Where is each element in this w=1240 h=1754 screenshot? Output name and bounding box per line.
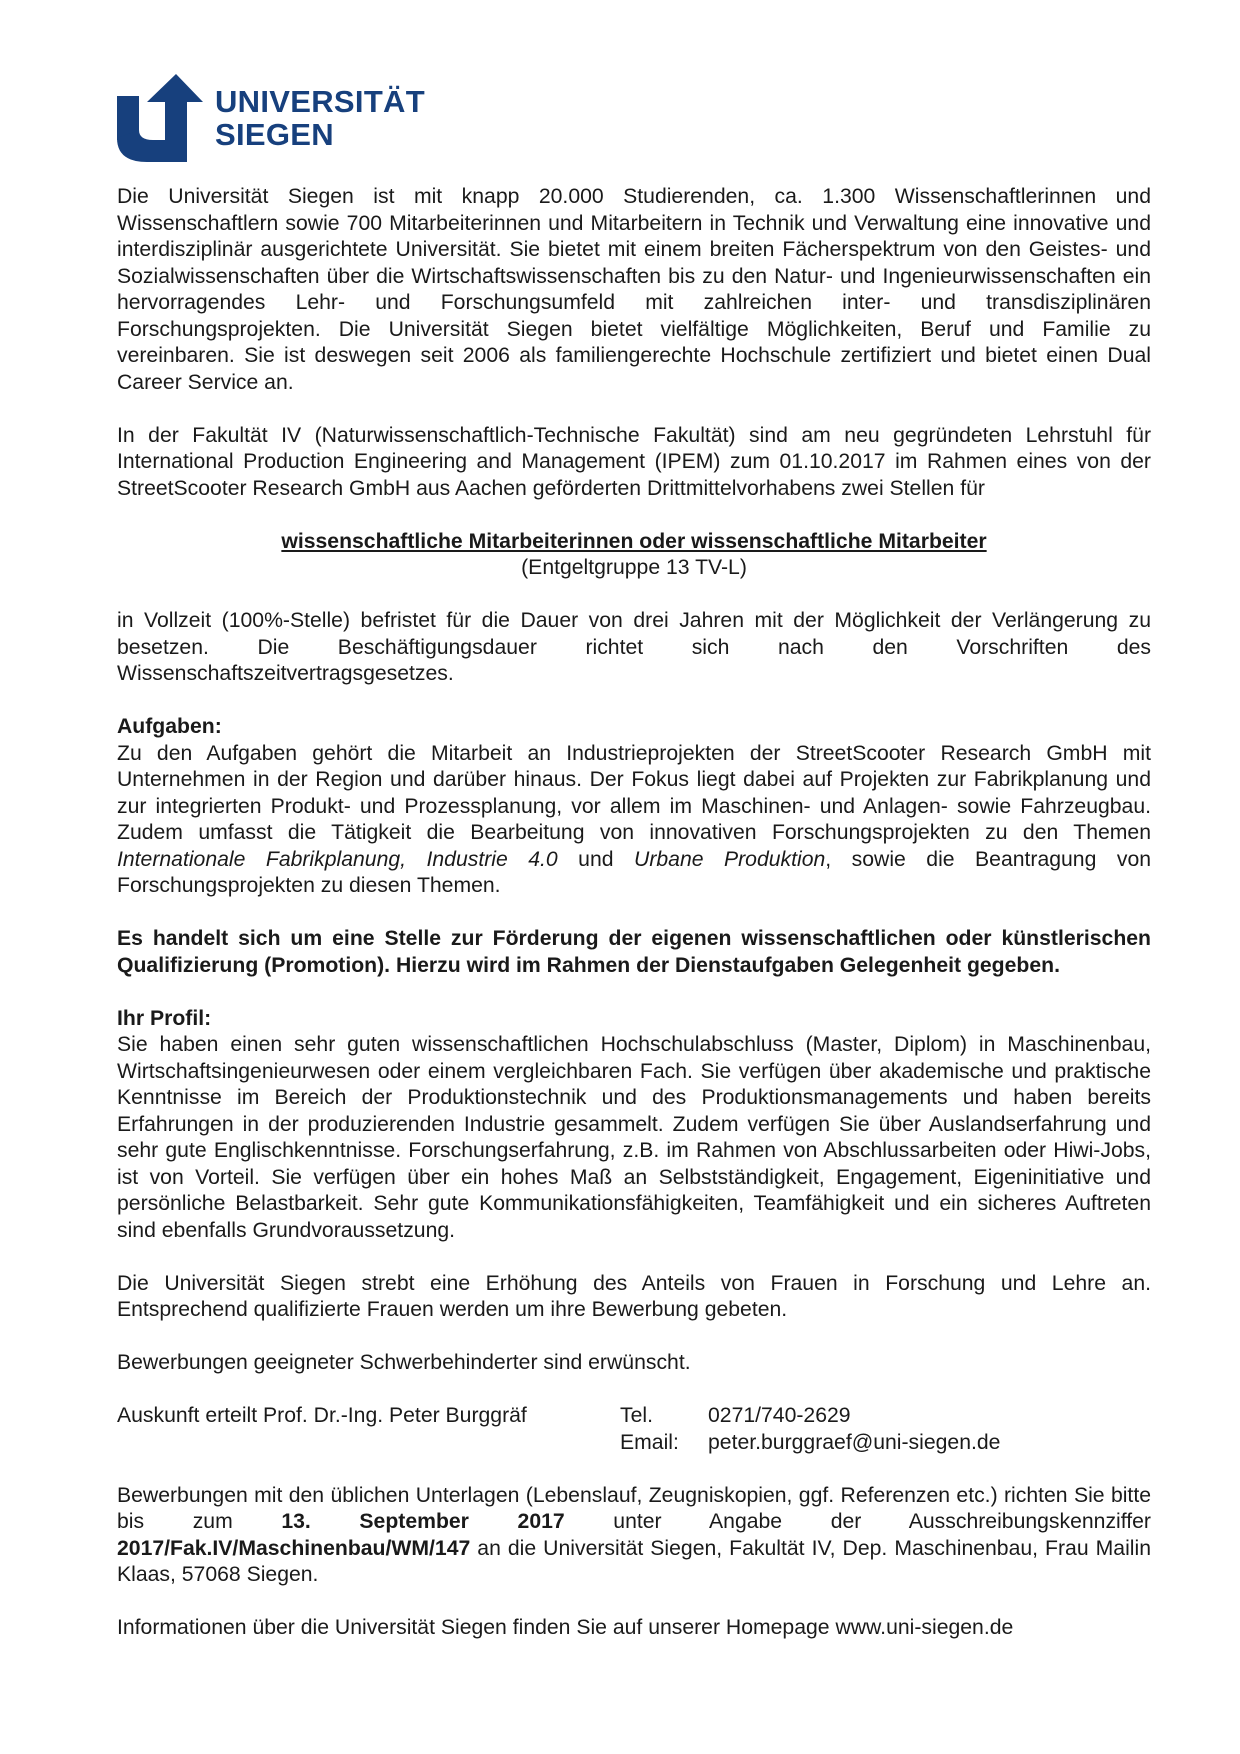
- logo-line-1: UNIVERSITÄT: [215, 84, 425, 119]
- profile-paragraph: Sie haben einen sehr guten wissenschaftlichen Hochschulabschluss (Master, Diplom) in Maschinenbau, Wirtschaftsingenieurwesen oder einem vergleichbaren Fach. Sie verfügen über akademische und praktische Kenntnisse im Bereich der Produktionstechnik und des Produktionsmanagements und haben bereits Erfahrungen in der produzierenden Industrie gesammelt. Zudem verfügen Sie über Auslandserfahrung und sehr gute Englischkenntnisse. Forschungserfahrung, z.B. im Rahmen von Abschlussarbeiten oder Hiwi-Jobs, ist von Vorteil. Sie verfügen über ein hohes Maß an Selbstständigkeit, Engagement, Eigeninitiative und persönliche Belastbarkeit. Sehr gute Kommunikationsfähigkeiten, Teamfähigkeit und ein sicheres Auftreten sind ebenfalls Grundvoraussetzung.: [117, 1033, 1151, 1242]
- profile-heading: Ihr Profil:: [117, 1006, 212, 1030]
- application-text-2: unter Angabe der Ausschreibungskennziffer: [564, 1510, 1151, 1533]
- email-label: Email:: [620, 1430, 679, 1454]
- tasks-paragraph: [117, 741, 1151, 900]
- logo-line-2: SIEGEN: [215, 117, 334, 152]
- tasks-heading: Aufgaben:: [117, 715, 222, 738]
- faculty-paragraph: In der Fakultät IV (Naturwissenschaftlich-Technische Fakultät) sind am neu gegründeten Lehrstuhl für International Production Engineering and Management (IPEM) zum 01.10.2017 im Rahmen eines von der StreetScooter Research GmbH aus Aachen geförderten Drittmittelvorhabens zwei Stellen für: [117, 423, 1151, 500]
- disability-paragraph: Bewerbungen geeigneter Schwerbehinderter sind erwünscht.: [117, 1351, 691, 1374]
- application-text-1: Bewerbungen mit den üblichen Unterlagen (Lebenslauf, Zeugniskopien, ggf. Referenzen etc.) richten Sie bitte bis zum: [117, 1483, 1151, 1533]
- university-u-arrow-icon: [117, 74, 203, 162]
- qualification-note: Es handelt sich um eine Stelle zur Förderung der eigenen wissenschaftlichen oder künstlerischen Qualifizierung (Promotion). Hierzu wird im Rahmen der Dienstaufgaben Gelegenheit gegeben.: [117, 927, 1151, 977]
- logo-wordmark: [215, 85, 425, 151]
- tasks-topic-2: Urbane Produktion: [634, 847, 826, 871]
- tel-value: 0271/740-2629: [708, 1404, 851, 1427]
- terms-paragraph: in Vollzeit (100%-Stelle) befristet für die Dauer von drei Jahren mit der Möglichkeit der Verlängerung zu besetzen. Die Beschäftigungsdauer richtet sich nach den Vorschriften des Wissenschaftszeitvertragsgesetzes.: [117, 609, 1151, 685]
- tasks-topic-1: Internationale Fabrikplanung, Industrie 4.0: [117, 847, 558, 871]
- document-body: [117, 184, 1151, 1642]
- intro-paragraph: Die Universität Siegen ist mit knapp 20.000 Studierenden, ca. 1.300 Wissenschaftlerinnen und Wissenschaftlern sowie 700 Mitarbeiterinnen und Mitarbeitern in Technik und Verwaltung eine innovative und interdisziplinär ausgerichtete Universität. Sie bietet mit einem breiten Fächerspektrum von den Geistes- und Sozialwissenschaften über die Wirtschaftswissenschaften bis zu den Natur- und Ingenieurwissenschaften ein hervorragendes Lehr- und Forschungsumfeld mit zahlreichen inter- und transdisziplinären Forschungsprojekten. Die Universität Siegen bietet vielfältige Möglichkeiten, Beruf und Familie zu vereinbaren. Sie ist deswegen seit 2006 als familiengerechte Hochschule zertifiziert und bietet einen Dual Career Service an.: [117, 185, 1151, 394]
- homepage-paragraph: Informationen über die Universität Siegen finden Sie auf unserer Homepage www.uni-siegen.de: [117, 1616, 1014, 1639]
- tasks-text-2: , sowie die Beantragung von Forschungsprojekten zu diesen Themen.: [117, 847, 1152, 897]
- tel-label: Tel.: [620, 1404, 653, 1427]
- university-logo: [117, 73, 425, 163]
- application-paragraph: [117, 1483, 1151, 1589]
- equality-paragraph: Die Universität Siegen strebt eine Erhöhung des Anteils von Frauen in Forschung und Lehre an. Entsprechend qualifizierte Frauen werden um ihre Bewerbung gebeten.: [117, 1271, 1151, 1321]
- application-text-3: an die Universität Siegen, Fakultät IV, Dep. Maschinenbau, Frau Mailin Klaas, 57068 Siegen.: [117, 1536, 1151, 1586]
- contact-block: [117, 1403, 1151, 1456]
- application-deadline: 13. September 2017: [281, 1510, 565, 1533]
- email-value: peter.burggraef@uni-siegen.de: [708, 1430, 1001, 1454]
- pay-grade: (Entgeltgruppe 13 TV-L): [521, 556, 747, 579]
- contact-person: Auskunft erteilt Prof. Dr.-Ing. Peter Burggräf: [117, 1404, 527, 1427]
- tasks-connector: und: [557, 847, 635, 871]
- application-reference: 2017/Fak.IV/Maschinenbau/WM/147: [117, 1536, 471, 1560]
- position-title: wissenschaftliche Mitarbeiterinnen oder wissenschaftliche Mitarbeiter: [281, 529, 987, 553]
- tasks-text-1: Zu den Aufgaben gehört die Mitarbeit an Industrieprojekten der StreetScooter Research GmbH mit Unternehmen in der Region und darüber hinaus. Der Fokus liegt dabei auf Projekten zur Fabrikplanung und zur integrierten Produkt- und Prozessplanung, vor allem im Maschinen- und Anlagen- sowie Fahrzeugbau. Zudem umfasst die Tätigkeit die Bearbeitung von innovativen Forschungsprojekten zu den Themen: [117, 741, 1151, 844]
